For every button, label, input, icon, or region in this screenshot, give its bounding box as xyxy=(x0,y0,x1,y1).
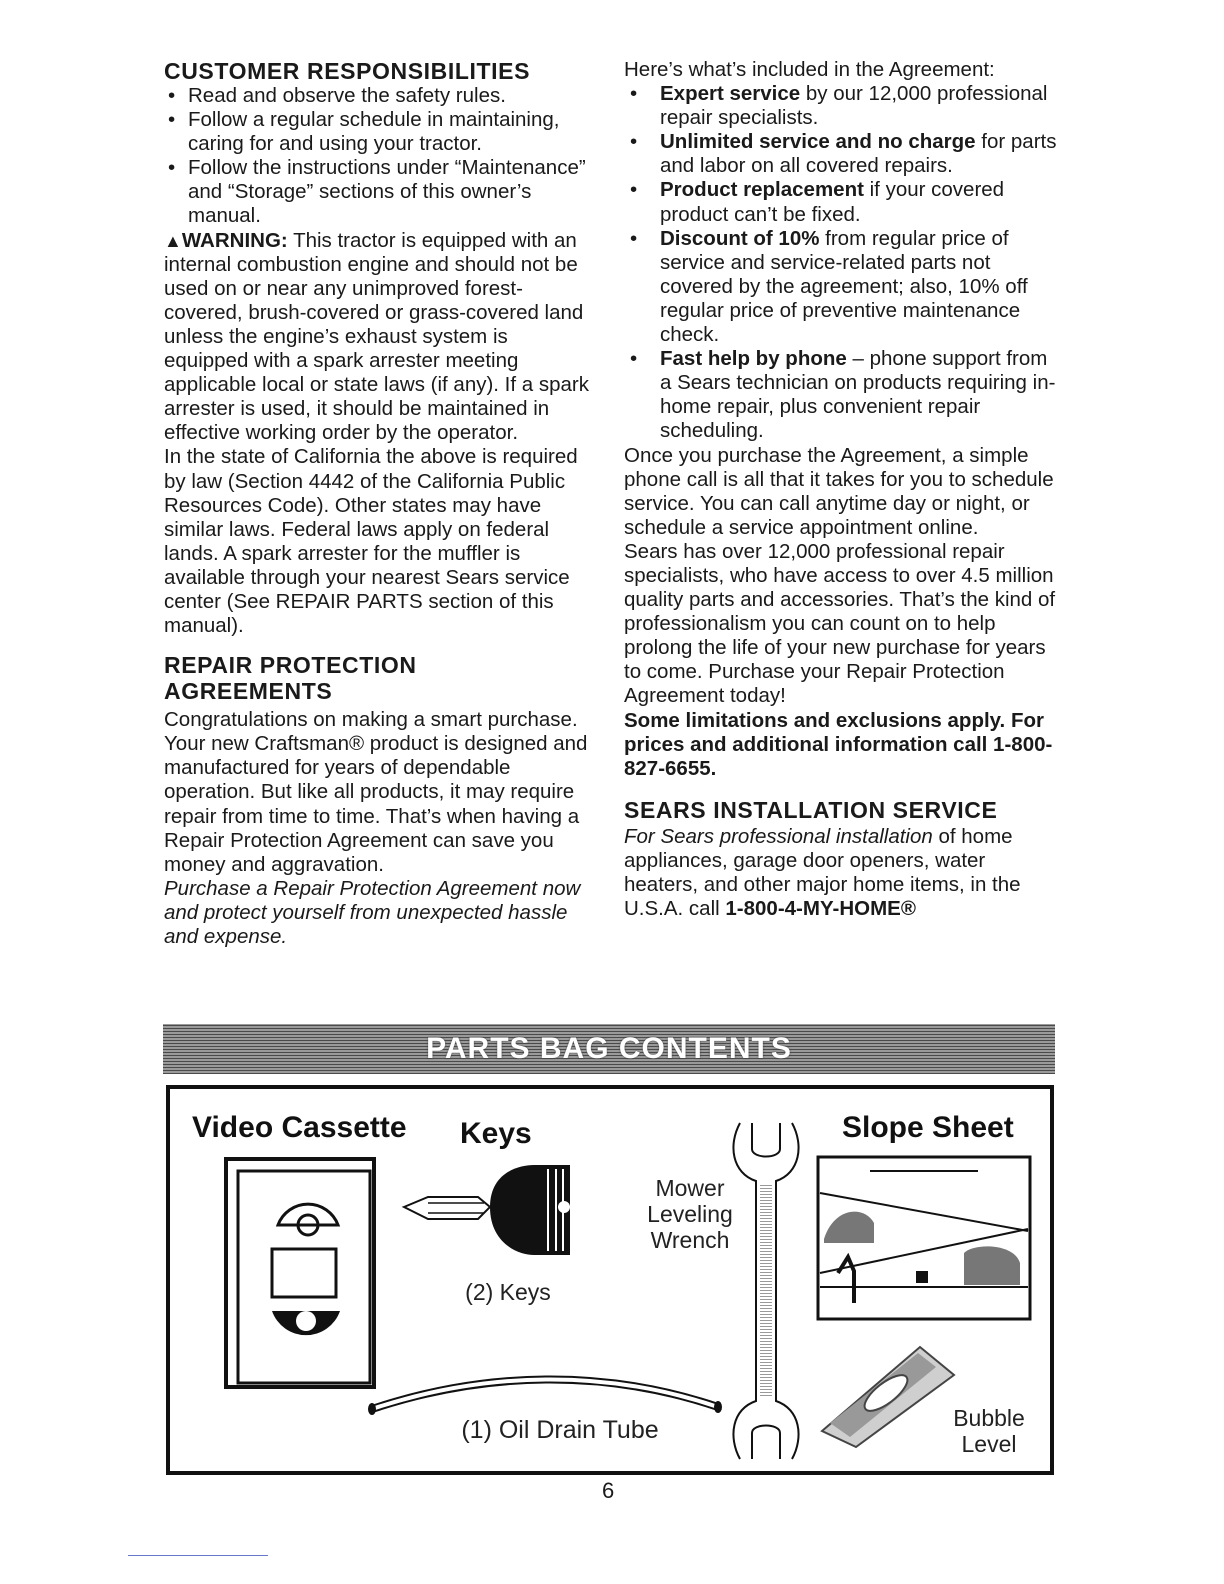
warning-paragraph xyxy=(164,229,596,446)
repair-heading-line-2: AGREEMENTS xyxy=(164,678,333,705)
list-item: • Follow a regular schedule in maintaining, caring for and using your tractor. xyxy=(164,108,596,156)
left-column xyxy=(164,58,596,949)
slope-sheet-label: Slope Sheet xyxy=(842,1111,1014,1144)
keys-label: Keys xyxy=(460,1117,532,1150)
video-cassette-label: Video Cassette xyxy=(192,1111,407,1144)
list-item: • Follow the instructions under “Maintenance” and “Storage” sections of this owner’s manual. xyxy=(164,156,596,228)
oil-drain-tube-caption: (1) Oil Drain Tube xyxy=(461,1416,659,1444)
bubble-level-caption: Bubble Level xyxy=(953,1405,1025,1457)
limitations-note: Some limitations and exclusions apply. For prices and additional information call 1-800-827-6655. xyxy=(624,708,1053,780)
right-column xyxy=(624,58,1064,921)
key-icon xyxy=(398,1163,578,1263)
parts-contents-box xyxy=(166,1085,1054,1475)
specialists-paragraph: Sears has over 12,000 professional repair specialists, who have access to over 4.5 million quality parts and accessories. That’s the kind of professionalism you can count on to help prolong the life of your new purchase for years to come. Purchase your Repair Protection Agreement today! xyxy=(624,539,1056,708)
slope-sheet-icon xyxy=(814,1153,1034,1323)
list-item: • Discount of 10% from regular price of service and service-related parts not covered by the agreement; also, 10% off regular price of preventive maintenance check. xyxy=(624,227,1064,347)
video-cassette-icon xyxy=(220,1153,380,1393)
agreement-list xyxy=(624,82,1064,443)
customer-list xyxy=(164,84,596,229)
agreement-intro: Here’s what’s included in the Agreement: xyxy=(624,58,995,81)
wrench-caption: Mower Leveling Wrench xyxy=(647,1175,733,1253)
page-number: 6 xyxy=(602,1478,615,1503)
customer-responsibilities-heading: CUSTOMER RESPONSIBILITIES xyxy=(164,58,531,84)
installation-heading: SEARS INSTALLATION SERVICE xyxy=(624,796,998,823)
warning-text: This tractor is equipped with an internal combustion engine and should not be used on or near any unimproved forest-covered, brush-covered or grass-covered land unless the engine’s exhaust system is equipped with a spark arrester meeting applicable local or state laws (if any). If a spark arrester is used, it should be maintained in effective working order by the operator. xyxy=(164,228,589,445)
list-item: • Fast help by phone – phone support from a Sears technician on products requiring in-home repair, plus convenient repair scheduling. xyxy=(624,347,1064,443)
installation-paragraph: For Sears professional installation of home appliances, garage door openers, water heaters, and other major home items, in the U.S.A. call 1-800-4-MY-HOME® xyxy=(624,824,1021,921)
list-item: • Read and observe the safety rules. xyxy=(164,84,596,108)
repair-paragraph: Congratulations on making a smart purchase. Your new Craftsman® product is designed and manufactured for years of dependable operation. But like all products, it may require repair from time to time. That’s when having a Repair Protection Agreement can save you money and aggravation. xyxy=(164,708,588,876)
warning-label: WARNING: xyxy=(181,228,288,252)
banner-title: PARTS BAG CONTENTS xyxy=(426,1032,792,1065)
bubble-level-icon xyxy=(810,1339,960,1451)
california-paragraph: In the state of California the above is required by law (Section 4442 of the California Public Resources Code). Other states may have similar laws. Federal laws apply on federal lands. A spark arrester for the muffler is available through your nearest Sears service center (See REPAIR PARTS section of this manual). xyxy=(164,445,578,638)
repair-heading-line-1: REPAIR PROTECTION xyxy=(164,652,417,679)
list-item: • Product replacement if your covered product can’t be fixed. xyxy=(624,178,1064,226)
keys-caption: (2) Keys xyxy=(465,1279,551,1305)
wrench-icon xyxy=(726,1115,806,1467)
parts-bag-banner xyxy=(163,1024,1055,1074)
oil-drain-tube-icon xyxy=(366,1359,726,1419)
repair-italic-paragraph: Purchase a Repair Protection Agreement now and protect yourself from unexpected hassle and expense. xyxy=(164,876,581,948)
list-item: • Unlimited service and no charge for parts and labor on all covered repairs. xyxy=(624,130,1064,178)
list-item: • Expert service by our 12,000 professional repair specialists. xyxy=(624,82,1064,130)
footer-rule xyxy=(128,1555,268,1556)
purchase-paragraph: Once you purchase the Agreement, a simple phone call is all that it takes for you to schedule service. You can call anytime day or night, or schedule a service appointment online. xyxy=(624,443,1054,539)
warning-triangle-icon: ▲ xyxy=(164,230,182,251)
